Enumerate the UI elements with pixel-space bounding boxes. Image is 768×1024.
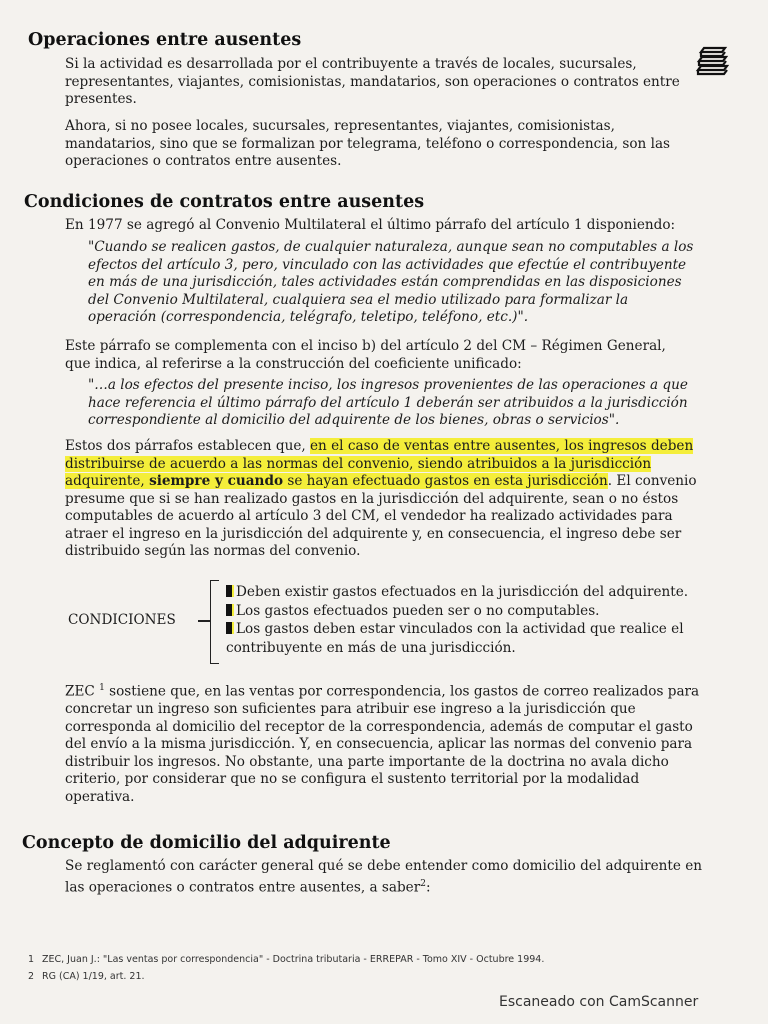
paragraph-inciso-b: Este párrafo se complementa con el inciso b) del artículo 2 del CM – Régimen General, que indica, al referirse a la construcción del coeficiente unificado:: [65, 338, 666, 372]
paragraph-presentes: Si la actividad es desarrollada por el contribuyente a través de locales, sucursales, representantes, viajantes, comisionistas, mandatarios, son operaciones o contratos entre presentes.: [65, 56, 680, 107]
highlighted-bold-text: siempre y cuando: [149, 473, 284, 489]
footnote-2: [28, 971, 145, 982]
conditions-label: CONDICIONES: [68, 612, 176, 628]
footnote-text: ZEC, Juan J.: "Las ventas por correspondencia" - Doctrina tributaria - ERREPAR - Tomo XIV - Octubre 1994.: [42, 954, 545, 965]
highlighted-text-2: se hayan efectuado gastos en esta jurisdicción: [283, 473, 608, 489]
bullet-marker: [226, 604, 232, 616]
quote-inciso-b: "…a los efectos del presente inciso, los ingresos provenientes de las operaciones a que hace referencia el último párrafo del artículo 1 deberán ser atribuidos a la jurisdicción correspondiente al domicilio del adquirente de los bienes, obras o servicios".: [88, 377, 688, 428]
paragraph-convenio-1977: En 1977 se agregó al Convenio Multilateral el último párrafo del artículo 1 disponiendo:: [65, 217, 676, 233]
footnote-1: [28, 954, 544, 965]
footnote-text: RG (CA) 1/19, art. 21.: [42, 971, 145, 982]
section-title-domicilio: Concepto de domicilio del adquirente: [22, 833, 391, 853]
text-colon: :: [425, 879, 431, 896]
camscanner-watermark: Escaneado con CamScanner: [499, 994, 699, 1010]
text-zec: ZEC: [65, 683, 100, 700]
bullet-marker: [226, 622, 232, 634]
text-normal-end: . El convenio presume que si se han realizado gastos en la jurisdicción del adquirente, sean o no éstos computables de acuerdo al artículo 3 del CM, el vendedor ha realizado actividades para atraer el ingreso en la jurisdicción del adquirente y, en consecuencia, el ingreso debe ser distribuido según las normas del convenio.: [65, 473, 697, 559]
paragraph-dos-parrafos: [65, 438, 701, 561]
conditions-bracket: [210, 580, 219, 664]
condition-text: Los gastos efectuados pueden ser o no computables.: [236, 602, 600, 619]
paragraph-domicilio: [65, 858, 705, 897]
conditions-list: [226, 583, 706, 657]
condition-item: [226, 583, 706, 602]
bullet-marker: [226, 585, 232, 597]
book-stack-icon: [694, 44, 730, 78]
text-domicilio: Se reglamentó con carácter general qué se debe entender como domicilio del adquirente en las operaciones o contratos entre ausentes, a saber: [65, 858, 703, 896]
paragraph-zec: [65, 680, 701, 806]
footnote-ref-2[interactable]: 2: [420, 878, 426, 889]
conditions-connector: [198, 620, 210, 622]
section-title-condiciones: Condiciones de contratos entre ausentes: [24, 192, 425, 212]
highlighted-text: en el caso de ventas entre ausentes, los ingresos deben distribuirse de acuerdo a las normas del convenio, siendo atribuidos a la jurisdicción adquirente,: [65, 438, 694, 489]
paragraph-ausentes: Ahora, si no posee locales, sucursales, representantes, viajantes, comisionistas, mandatarios, sino que se formalizan por telegrama, teléfono o correspondencia, son las operaciones o contratos entre ausentes.: [65, 118, 671, 169]
condition-item: [226, 620, 706, 657]
condition-text: Deben existir gastos efectuados en la jurisdicción del adquirente.: [236, 584, 689, 600]
footnote-ref-1[interactable]: 1: [99, 683, 105, 693]
condition-text: Los gastos deben estar vinculados con la actividad que realice el contribuyente en más de una jurisdicción.: [226, 621, 684, 656]
footnote-number: 2: [28, 971, 35, 982]
quote-articulo-1: "Cuando se realicen gastos, de cualquier naturaleza, aunque sean no computables a los efectos del artículo 3, pero, vinculado con las actividades que efectúe el contribuyente en más de una jurisdicción, tales actividades están comprendidas en las disposiciones del Convenio Multilateral, cualquiera sea el medio utilizado para formalizar la operación (correspondencia, telégrafo, teletipo, teléfono, etc.)".: [88, 239, 694, 325]
section-title-operaciones: Operaciones entre ausentes: [28, 30, 302, 50]
text-zec-rest: sostiene que, en las ventas por correspondencia, los gastos de correo realizados para concretar un ingreso son suficientes para atribuir ese ingreso a la jurisdicción que corresponda al domicilio del receptor de la correspondencia, además de computar el gasto del envío a la misma jurisdicción. Y, en consecuencia, aplicar las normas del convenio para distribuir los ingresos. No obstante, una parte importante de la doctrina no avala dicho criterio, por considerar que no se configura el sustento territorial por la modalidad operativa.: [65, 683, 700, 805]
text-normal: Estos dos párrafos establecen que,: [65, 438, 311, 454]
condition-item: [226, 602, 706, 621]
footnote-number: 1: [28, 954, 35, 965]
